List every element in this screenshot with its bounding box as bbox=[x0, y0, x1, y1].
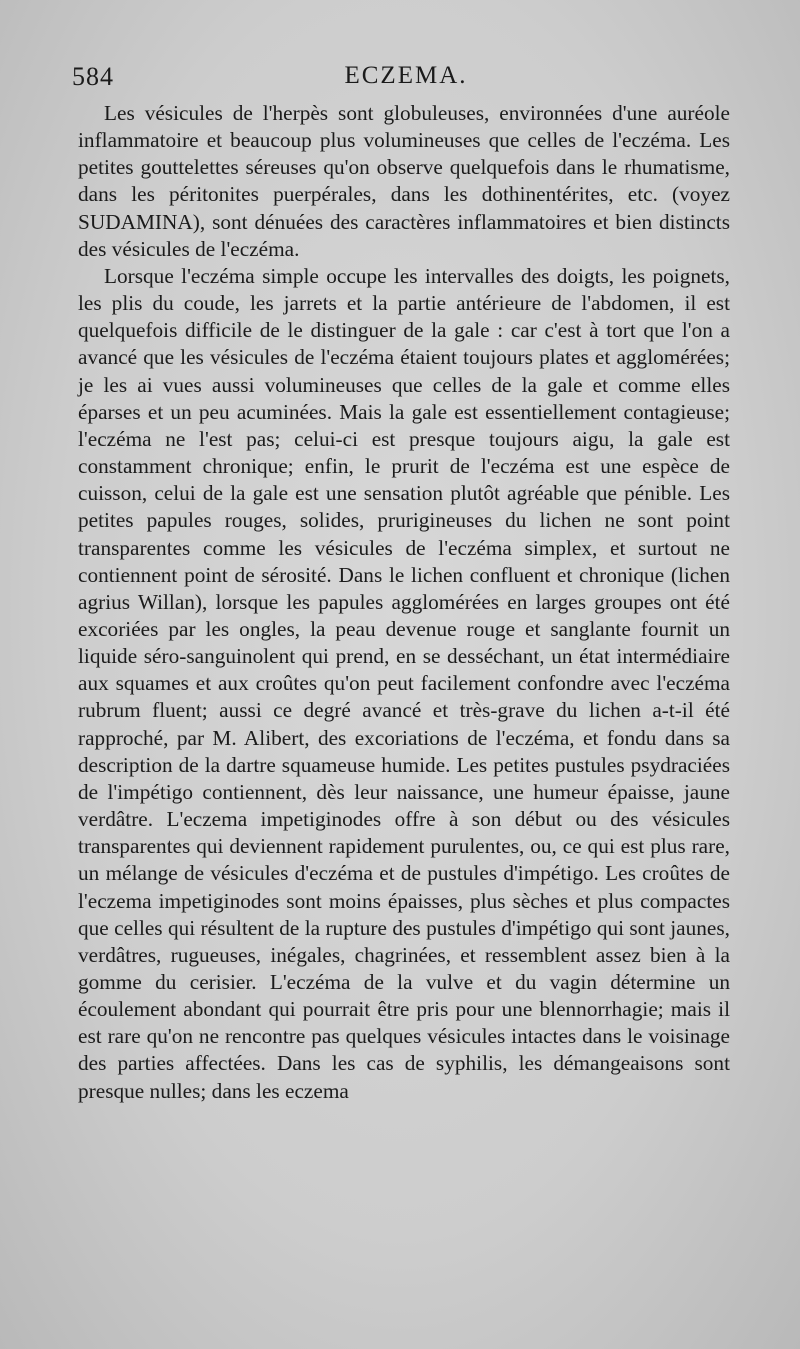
running-title: ECZEMA. bbox=[344, 62, 468, 89]
page-number: 584 bbox=[72, 62, 114, 91]
paragraph: Les vésicules de l'herpès sont globuleuses, environnées d'une auréole inflammatoire et beaucoup plus volumineuses que celles de l'eczéma. Les petites gouttelettes séreuses qu'on observe quelquefois dans le rhumatisme, dans les péritonites puerpérales, dans les dothinentérites, etc. (voyez SUDAMINA), sont dénuées des caractères inflammatoires et bien distincts des vésicules de l'eczéma. bbox=[78, 101, 730, 261]
page-header bbox=[72, 62, 740, 96]
paragraph: Lorsque l'eczéma simple occupe les intervalles des doigts, les poignets, les plis du coude, les jarrets et la partie antérieure de l'abdomen, il est quelquefois difficile de le distinguer de la gale : car c'est à tort que l'on a avancé que les vésicules de l'eczéma étaient toujours plates et agglomérées; je les ai vues aussi volumineuses que celles de la gale et comme elles éparses et un peu acuminées. Mais la gale est essentiellement contagieuse; l'eczéma ne l'est pas; celui-ci est presque toujours aigu, la gale est constamment chronique; enfin, le prurit de l'eczéma est une espèce de cuisson, celui de la gale est une sensation plutôt agréable que pénible. Les petites papules rouges, solides, prurigineuses du lichen ne sont point transparentes comme les vésicules de l'eczéma simplex, et surtout ne contiennent point de sérosité. Dans le lichen confluent et chronique (lichen agrius Willan), lorsque les papules agglomérées en larges groupes ont été excoriées par les ongles, la peau devenue rouge et sanglante fournit un liquide séro-sanguinolent qui prend, en se desséchant, un état intermédiaire aux squames et aux croûtes qu'on peut facilement confondre avec l'eczéma rubrum fluent; aussi ce degré avancé et très-grave du lichen a-t-il été rapproché, par M. Alibert, des excoriations de l'eczéma, et fondu dans sa description de la dartre squameuse humide. Les petites pustules psydraciées de l'impétigo contiennent, dès leur naissance, une humeur épaisse, jaune verdâtre. L'eczema impetiginodes offre à son début ou des vésicules transparentes qui deviennent rapidement purulentes, ou, ce qui est plus rare, un mélange de vésicules d'eczéma et de pustules d'impétigo. Les croûtes de l'eczema impetiginodes sont moins épaisses, plus sèches et plus compactes que celles qui résultent de la rupture des pustules d'impétigo qui sont jaunes, verdâtres, rugueuses, inégales, chagrinées, et ressemblent assez bien à la gomme du cerisier. L'eczéma de la vulve et du vagin détermine un écoulement abondant qui pourrait être pris pour une blennorrhagie; mais il est rare qu'on ne rencontre pas quelques vésicules intactes dans le voisinage des parties affectées. Dans les cas de syphilis, les démangeaisons sont presque nulles; dans les eczema bbox=[78, 263, 730, 1103]
body-text bbox=[78, 100, 730, 1105]
